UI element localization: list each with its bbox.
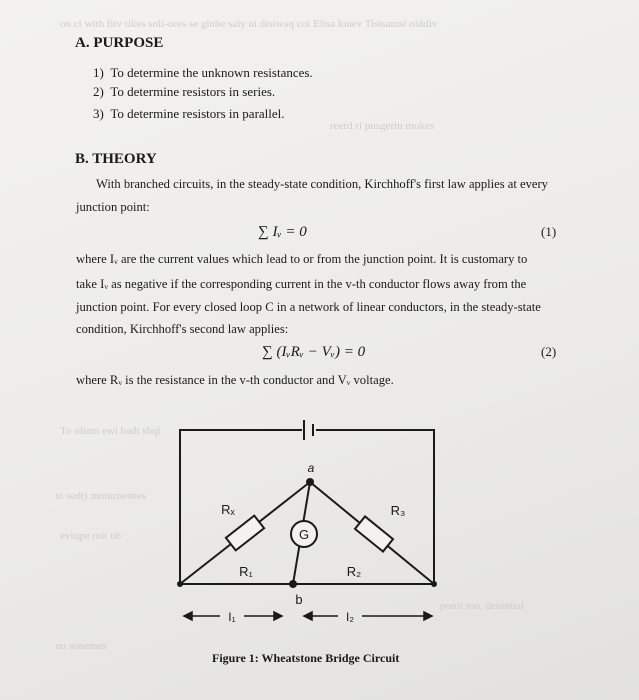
junction-b-dot <box>289 580 297 588</box>
junction-dot <box>177 581 183 587</box>
junction-dot <box>431 581 437 587</box>
purpose-item-number: 3) <box>93 106 104 121</box>
theory-paragraph-line: junction point. For every closed loop C in a network of linear conductors, in the steady-state <box>76 300 541 314</box>
theory-paragraph-line: where Rᵥ is the resistance in the v-th conductor and Vᵥ voltage. <box>76 373 394 387</box>
top-wire <box>316 430 434 584</box>
equation-number: (2) <box>541 344 557 359</box>
arrowhead-icon <box>424 612 432 620</box>
bleed-through-text: no sonemes <box>55 640 107 652</box>
theory-paragraph-line: take Iᵥ as negative if the corresponding current in the v-th conductor flows away from the <box>76 277 527 291</box>
purpose-item-number: 2) <box>93 84 104 99</box>
node-b-label: b <box>295 592 303 607</box>
purpose-item <box>93 65 313 81</box>
purpose-item <box>93 84 275 100</box>
bleed-through-text: to sedt) moturnesnes <box>55 490 147 502</box>
resistor-r3-label: R₃ <box>390 503 406 518</box>
resistor-r3-icon <box>355 516 393 551</box>
equation-number: (1) <box>541 224 557 239</box>
theory-paragraph-line: With branched circuits, in the steady-state condition, Kirchhoff's first law applies at every <box>96 177 548 191</box>
bleed-through-text: reerd ri pusgerin mokes <box>330 120 435 132</box>
purpose-item-text: To determine resistors in parallel. <box>110 106 285 121</box>
bleed-through-text: evlupe roit ob <box>60 530 122 542</box>
purpose-item-text: To determine the unknown resistances. <box>110 65 313 80</box>
kirchhoff-first-law-equation: ∑ Iᵥ = 0 <box>258 224 307 240</box>
theory-paragraph-line: junction point: <box>76 200 150 214</box>
bleed-through-text: on ci with fitv tikes soli-ores se ginbe saiy ni disiwaq coi Elisa louev Tisisamsi oiddiv <box>60 18 438 30</box>
arrowhead-icon <box>304 612 312 620</box>
purpose-item-text: To determine resistors in series. <box>110 84 276 99</box>
bleed-through-text: ponir mo, deninttal <box>440 600 525 612</box>
theory-paragraph-line: where Iᵥ are the current values which lead to or from the junction point. It is customary to <box>76 252 528 266</box>
node-a-label: a <box>307 461 315 475</box>
junction-a-dot <box>306 478 314 486</box>
arrowhead-icon <box>184 612 192 620</box>
resistor-rx-label: Rₓ <box>221 502 235 517</box>
top-wire <box>180 430 302 584</box>
wheatstone-bridge-diagram <box>170 418 470 634</box>
arrowhead-icon <box>274 612 282 620</box>
resistor-rx-icon <box>226 516 264 551</box>
current-i2-label: I₂ <box>346 610 354 624</box>
figure-caption: Figure 1: Wheatstone Bridge Circuit <box>212 651 400 665</box>
theory-heading: B. THEORY <box>75 151 157 167</box>
current-i1-label: I₁ <box>228 610 236 624</box>
theory-paragraph-line: condition, Kirchhoff's second law applies: <box>76 322 289 336</box>
resistor-r2-label: R₂ <box>346 564 362 579</box>
kirchhoff-second-law-equation: ∑ (IᵥRᵥ − Vᵥ) = 0 <box>262 344 366 360</box>
purpose-item <box>93 106 285 122</box>
bleed-through-text: To oliam ewi badt sbqi <box>60 425 161 437</box>
purpose-item-number: 1) <box>93 65 104 80</box>
galvanometer-label: G <box>298 527 310 542</box>
resistor-r1-label: R₁ <box>239 564 253 579</box>
purpose-heading: A. PURPOSE <box>75 35 164 51</box>
